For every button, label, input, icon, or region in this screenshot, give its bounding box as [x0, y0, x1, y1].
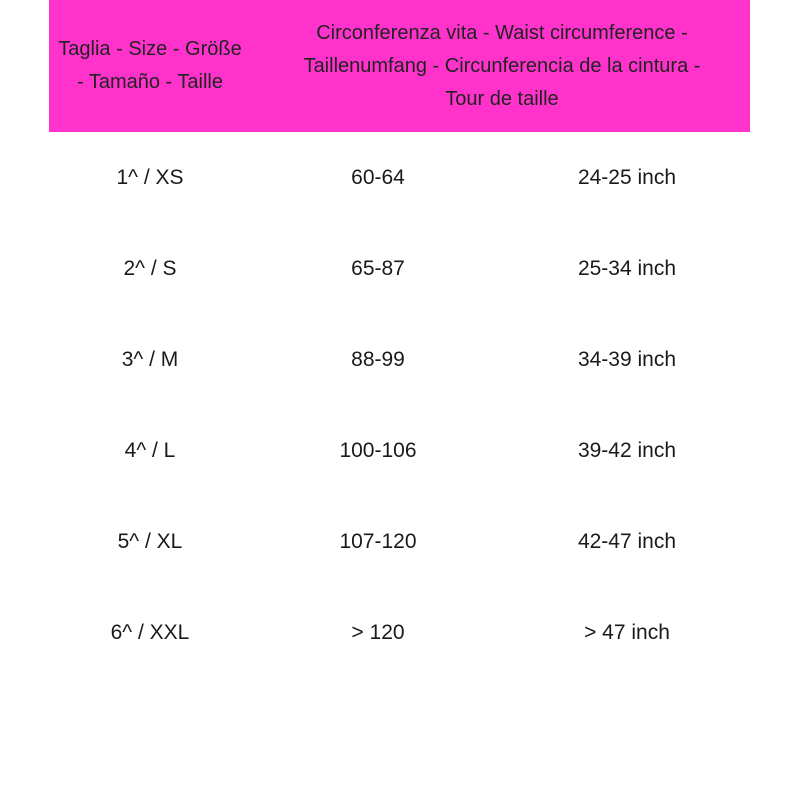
size-row	[0, 223, 800, 314]
waist-inch-cell: 34-39 inch	[577, 347, 677, 371]
waist-header-line-1: Circonferenza vita - Waist circumference -	[316, 21, 688, 44]
chart-header	[49, 0, 750, 132]
waist-cm-cell: 107-120	[339, 529, 417, 553]
waist-header-line-3: Tour de taille	[445, 87, 559, 110]
size-cell: 5^ / XL	[117, 529, 183, 553]
size-cell: 1^ / XS	[116, 165, 184, 189]
size-row	[0, 314, 800, 405]
size-column-header	[49, 0, 251, 132]
waist-inch-cell: 24-25 inch	[577, 165, 677, 189]
size-cell: 6^ / XXL	[110, 620, 190, 644]
size-row	[0, 132, 800, 223]
waist-cm-cell: 88-99	[351, 347, 405, 371]
waist-inch-cell: 25-34 inch	[577, 256, 677, 280]
waist-cm-cell: > 120	[351, 620, 405, 644]
waist-inch-cell: 39-42 inch	[577, 438, 677, 462]
size-cell: 4^ / L	[124, 438, 176, 462]
waist-cm-cell: 65-87	[351, 256, 405, 280]
waist-header-line-2: Taillenumfang - Circunferencia de la cintura -	[303, 54, 701, 77]
size-header-line-1: Taglia - Size - Größe	[58, 38, 242, 60]
size-cell: 2^ / S	[123, 256, 177, 280]
waist-column-header	[265, 0, 739, 132]
size-cell: 3^ / M	[121, 347, 179, 371]
size-row	[0, 405, 800, 496]
size-header-line-2: - Tamaño - Taille	[76, 71, 223, 93]
chart-body	[0, 132, 800, 678]
size-row	[0, 496, 800, 587]
waist-inch-cell: > 47 inch	[584, 620, 670, 644]
waist-cm-cell: 100-106	[339, 438, 417, 462]
waist-cm-cell: 60-64	[351, 165, 405, 189]
size-row	[0, 587, 800, 678]
waist-inch-cell: 42-47 inch	[577, 529, 677, 553]
